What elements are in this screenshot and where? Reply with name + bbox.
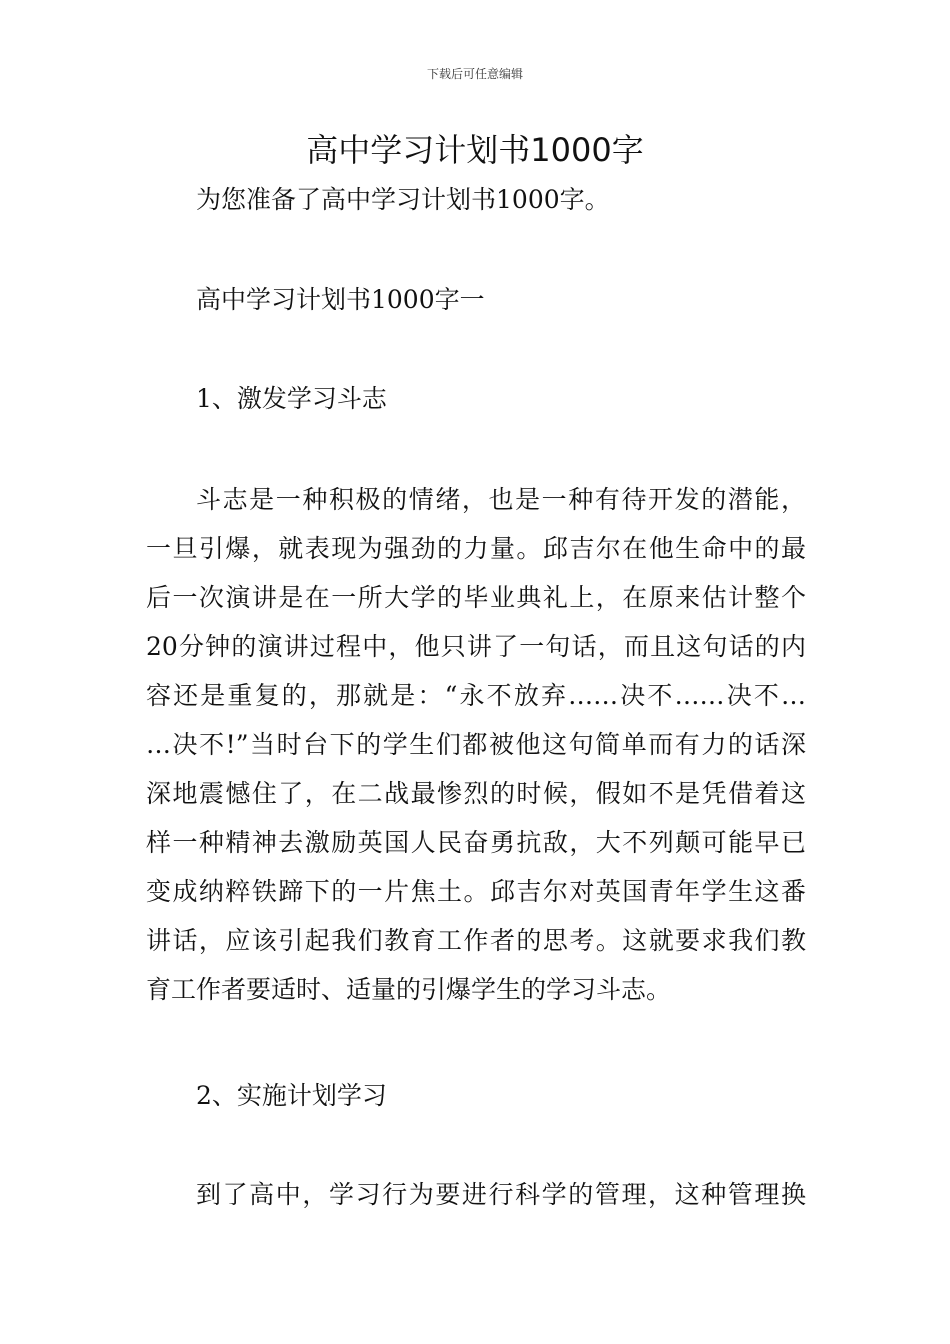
paragraph-2 — [146, 1170, 806, 1219]
paragraph-line: 样一种精神去激励英国人民奋勇抗敌，大不列颠可能早已 — [146, 828, 806, 857]
header-note: 下载后可任意编辑 — [426, 67, 523, 81]
paragraph-1 — [146, 475, 806, 1014]
intro-text: 为您准备了高中学习计划书1000字。 — [196, 185, 610, 214]
paragraph-line: 斗志是一种积极的情绪，也是一种有待开发的潜能， — [196, 485, 806, 514]
paragraph-line: 深地震憾住了，在二战最惨烈的时候，假如不是凭借着这 — [146, 779, 806, 808]
paragraph-line: 一旦引爆，就表现为强劲的力量。邱吉尔在他生命中的最 — [146, 534, 806, 563]
paragraph-line: 变成纳粹铁蹄下的一片焦土。邱吉尔对英国青年学生这番 — [146, 877, 806, 906]
heading-2: 2、实施计划学习 — [196, 1081, 387, 1110]
document-title: 高中学习计划书1000字 — [306, 131, 644, 169]
paragraph-line: 容还是重复的，那就是：“永不放弃……决不……决不… — [146, 681, 806, 710]
heading-1: 1、激发学习斗志 — [196, 384, 387, 413]
paragraph-line: 到了高中，学习行为要进行科学的管理，这种管理换 — [196, 1180, 806, 1209]
paragraph-line: 育工作者要适时、适量的引爆学生的学习斗志。 — [146, 975, 672, 1004]
section-title: 高中学习计划书1000字一 — [196, 285, 485, 314]
paragraph-line: …决不!”当时台下的学生们都被他这句简单而有力的话深 — [146, 730, 806, 759]
paragraph-line: 后一次演讲是在一所大学的毕业典礼上，在原来估计整个 — [146, 583, 806, 612]
paragraph-line: 讲话，应该引起我们教育工作者的思考。这就要求我们教 — [146, 926, 806, 955]
paragraph-line: 20分钟的演讲过程中，他只讲了一句话，而且这句话的内 — [146, 632, 806, 661]
